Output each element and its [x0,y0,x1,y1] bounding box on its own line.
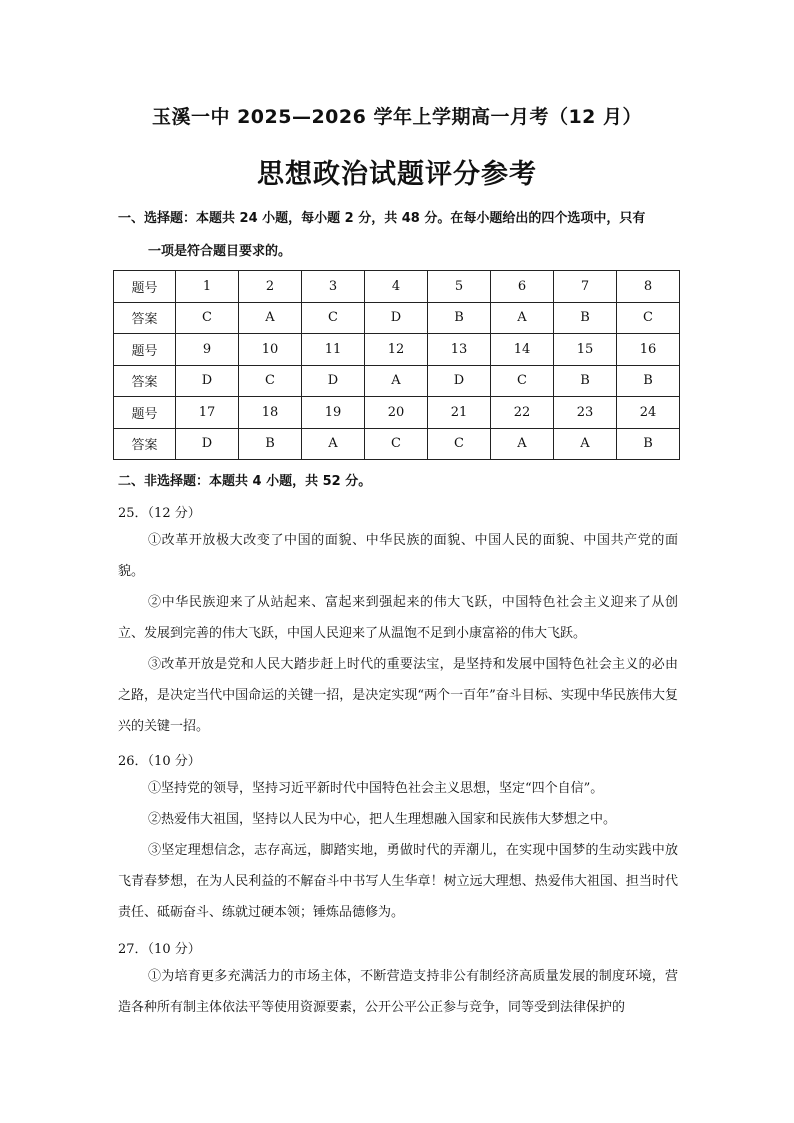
table-cell: D [176,365,239,397]
table-cell: D [428,365,491,397]
table-cell: C [617,302,680,334]
answer-row [114,428,680,460]
section1-heading: 一、选择题：本题共 24 小题，每小题 2 分，共 48 分。在每小题给出的四个选项中，只有 [118,211,646,226]
table-cell: 10 [239,334,302,366]
question-number-row [114,334,680,366]
table-cell: 13 [428,334,491,366]
row-header-cell: 题号 [114,271,176,303]
question-27-label: 27．（10 分） [118,942,201,957]
table-cell: A [491,302,554,334]
answer-table [113,270,680,460]
table-cell: B [239,428,302,460]
table-cell: 9 [176,334,239,366]
table-cell: A [554,428,617,460]
table-cell: A [365,365,428,397]
table-cell: 5 [428,271,491,303]
table-cell: 3 [302,271,365,303]
table-cell: B [554,365,617,397]
table-cell: 24 [617,397,680,429]
section2-heading: 二、非选择题：本题共 4 小题，共 52 分。 [118,474,372,489]
table-cell: C [176,302,239,334]
table-cell: B [617,365,680,397]
table-cell: 4 [365,271,428,303]
table-cell: 19 [302,397,365,429]
question-number-row [114,397,680,429]
q25-point-3: ③改革开放是党和人民大踏步赶上时代的重要法宝，是坚持和发展中国特色社会主义的必由之路，是决定当代中国命运的关键一招，是决定实现“两个一百年”奋斗目标、实现中华民族伟大复兴的关键一招。 [118,657,678,734]
table-cell: 12 [365,334,428,366]
answer-row [114,302,680,334]
exam-title: 玉溪一中 2025—2026 学年上学期高一月考（12 月） [151,106,643,128]
table-cell: D [302,365,365,397]
table-cell: B [428,302,491,334]
table-cell: B [554,302,617,334]
section1-heading-cont: 一项是符合题目要求的。 [148,244,292,259]
table-cell: C [302,302,365,334]
table-cell: 23 [554,397,617,429]
question-number-row [114,271,680,303]
q26-point-1: ①坚持党的领导，坚持习近平新时代中国特色社会主义思想，坚定“四个自信”。 [148,781,604,796]
q25-point-1: ①改革开放极大改变了中国的面貌、中华民族的面貌、中国人民的面貌、中国共产党的面貌。 [118,533,678,579]
document-subtitle: 思想政治试题评分参考 [257,159,537,190]
table-cell: 7 [554,271,617,303]
table-cell: 6 [491,271,554,303]
answer-row [114,365,680,397]
table-cell: A [239,302,302,334]
table-cell: 8 [617,271,680,303]
question-25-label: 25．（12 分） [118,506,201,521]
question-26-label: 26．（10 分） [118,754,201,769]
table-cell: 22 [491,397,554,429]
table-cell: C [491,365,554,397]
table-cell: 18 [239,397,302,429]
table-cell: 17 [176,397,239,429]
table-cell: D [365,302,428,334]
table-cell: A [491,428,554,460]
table-cell: 21 [428,397,491,429]
table-cell: 11 [302,334,365,366]
q26-point-2: ②热爱伟大祖国，坚持以人民为中心，把人生理想融入国家和民族伟大梦想之中。 [148,812,617,827]
table-cell: B [617,428,680,460]
table-cell: 15 [554,334,617,366]
q27-point-1: ①为培育更多充满活力的市场主体，不断营造支持非公有制经济高质量发展的制度环境，营造各种所有制主体依法平等使用资源要素，公开公平公正参与竞争，同等受到法律保护的 [118,969,678,1015]
table-cell: C [365,428,428,460]
row-header-cell: 题号 [114,334,176,366]
row-header-cell: 答案 [114,302,176,334]
table-cell: 14 [491,334,554,366]
q26-point-3: ③坚定理想信念，志存高远，脚踏实地，勇做时代的弄潮儿，在实现中国梦的生动实践中放飞青春梦想，在为人民利益的不解奋斗中书写人生华章！树立远大理想、热爱伟大祖国、担当时代责任、砥砺奋斗、练就过硬本领；锤炼品德修为。 [118,843,678,920]
table-cell: A [302,428,365,460]
row-header-cell: 答案 [114,428,176,460]
q25-point-2: ②中华民族迎来了从站起来、富起来到强起来的伟大飞跃，中国特色社会主义迎来了从创立、发展到完善的伟大飞跃，中国人民迎来了从温饱不足到小康富裕的伟大飞跃。 [118,595,678,641]
table-cell: C [428,428,491,460]
table-cell: D [176,428,239,460]
table-cell: 1 [176,271,239,303]
row-header-cell: 答案 [114,365,176,397]
table-cell: 16 [617,334,680,366]
row-header-cell: 题号 [114,397,176,429]
table-cell: 20 [365,397,428,429]
table-cell: C [239,365,302,397]
table-cell: 2 [239,271,302,303]
